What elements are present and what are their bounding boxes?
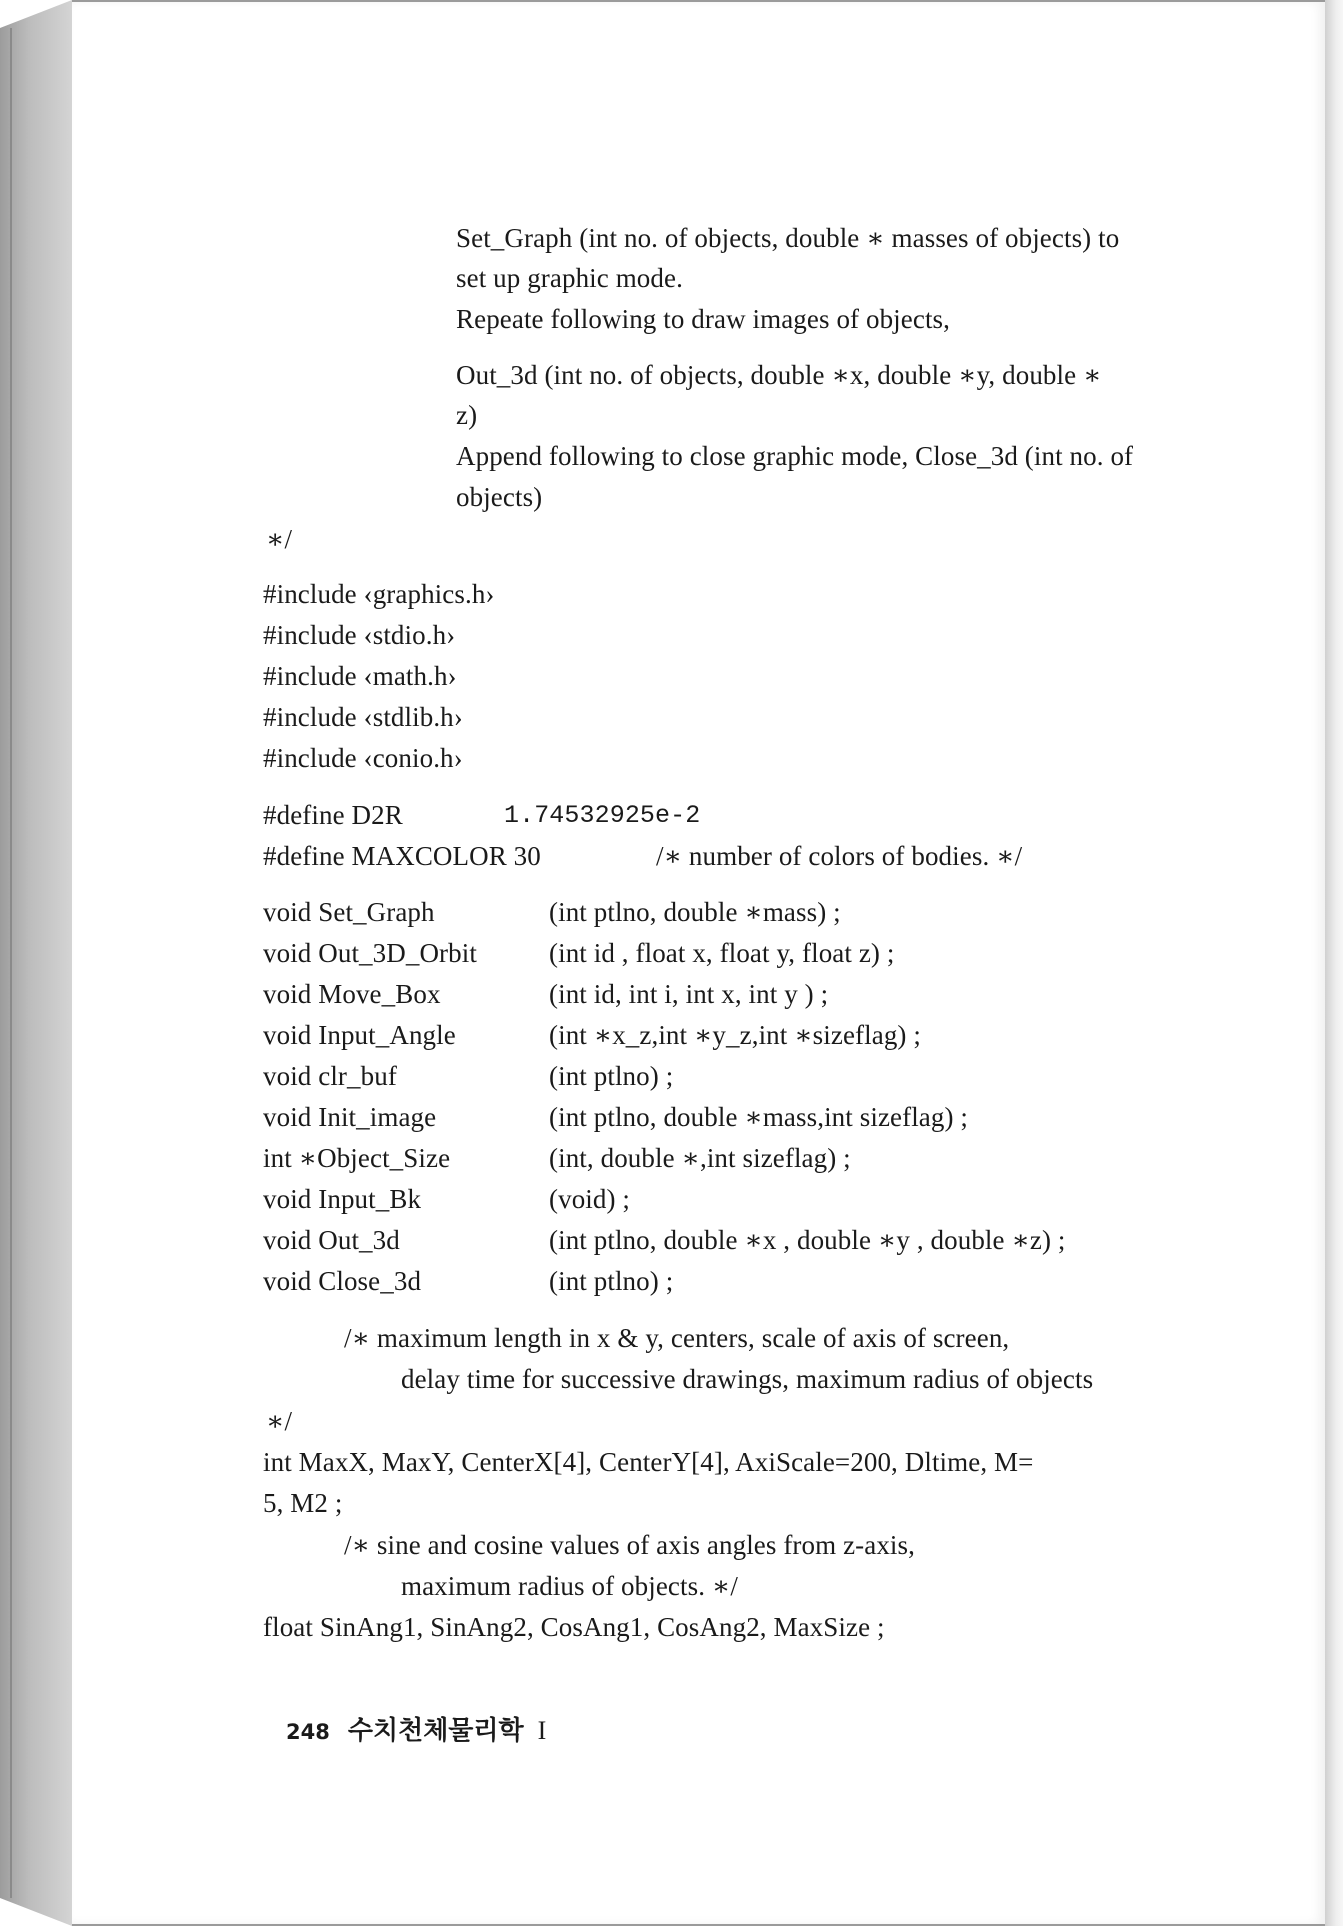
intro-line: Repeate following to draw images of objects, (456, 304, 951, 334)
prototype-name: void Input_Angle (263, 1020, 456, 1050)
prototype-params: (int id, int i, int x, int y ) ; (549, 979, 829, 1009)
comment-line: /∗ sine and cosine values of axis angles from z-axis, (344, 1530, 915, 1560)
include-line: #include ‹stdlib.h› (263, 702, 463, 732)
intro-line: z) (456, 400, 478, 430)
prototype-params: (int ptlno, double ∗x , double ∗y , double ∗z) ; (549, 1225, 1066, 1255)
prototype-name: void Out_3d (263, 1225, 400, 1255)
intro-line: Set_Graph (int no. of objects, double ∗ masses of objects) to (456, 223, 1120, 253)
int-declaration: int MaxX, MaxY, CenterX[4], CenterY[4], AxiScale=200, Dltime, M= (263, 1447, 1034, 1477)
intro-line: objects) (456, 482, 543, 512)
page-number: 248 (286, 1720, 330, 1744)
comment-close: ∗/ (266, 524, 293, 554)
prototype-params: (int ptlno, double ∗mass) ; (549, 897, 841, 927)
prototype-name: void Close_3d (263, 1266, 422, 1296)
prototype-name: void Init_image (263, 1102, 437, 1132)
prototype-params: (int id , float x, float y, float z) ; (549, 938, 895, 968)
prototype-params: (int ptlno, double ∗mass,int sizeflag) ; (549, 1102, 969, 1132)
intro-line: Out_3d (int no. of objects, double ∗x, double ∗y, double ∗ (456, 360, 1102, 390)
define-maxcolor-comment: /∗ number of colors of bodies. ∗/ (656, 841, 1023, 871)
intro-line: Append following to close graphic mode, Close_3d (int no. of (456, 441, 1134, 471)
comment-close: ∗/ (266, 1406, 293, 1436)
comment-line: maximum radius of objects. ∗/ (401, 1571, 738, 1601)
prototype-params: (int ∗x_z,int ∗y_z,int ∗sizeflag) ; (549, 1020, 921, 1050)
intro-line: set up graphic mode. (456, 263, 683, 293)
prototype-params: (int ptlno) ; (549, 1266, 674, 1296)
prototype-params: (int, double ∗,int sizeflag) ; (549, 1143, 851, 1173)
include-line: #include ‹conio.h› (263, 743, 463, 773)
float-declaration: float SinAng1, SinAng2, CosAng1, CosAng2, MaxSize ; (263, 1612, 885, 1642)
prototype-name: void Input_Bk (263, 1184, 422, 1214)
include-line: #include ‹math.h› (263, 661, 457, 691)
define-d2r-value: 1.74532925e-2 (504, 801, 701, 830)
prototype-name: void Move_Box (263, 979, 441, 1009)
book-title: 수치천체물리학 (347, 1716, 524, 1746)
define-maxcolor: #define MAXCOLOR 30 (263, 841, 541, 871)
prototype-name: void Set_Graph (263, 897, 435, 927)
include-line: #include ‹graphics.h› (263, 579, 495, 609)
prototype-name: void Out_3D_Orbit (263, 938, 477, 968)
include-line: #include ‹stdio.h› (263, 620, 456, 650)
define-d2r: #define D2R (263, 800, 403, 830)
int-declaration: 5, M2 ; (263, 1488, 343, 1518)
volume-numeral: I (537, 1716, 547, 1745)
prototype-params: (int ptlno) ; (549, 1061, 674, 1091)
prototype-name: int ∗Object_Size (263, 1143, 451, 1173)
spine-edge-line (10, 28, 12, 1898)
comment-line: delay time for successive drawings, maximum radius of objects (401, 1364, 1094, 1394)
prototype-params: (void) ; (549, 1184, 631, 1214)
page-footer (286, 1710, 546, 1747)
page-right-edge (1325, 0, 1343, 1926)
comment-line: /∗ maximum length in x & y, centers, scale of axis of screen, (344, 1323, 1010, 1353)
prototype-name: void clr_buf (263, 1061, 397, 1091)
